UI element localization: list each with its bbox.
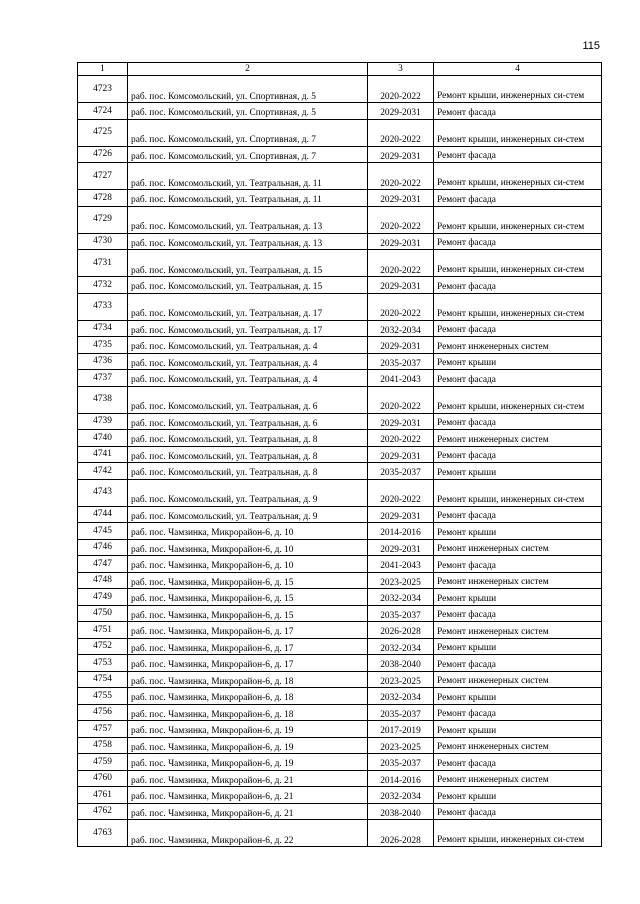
work-type-cell: Ремонт крыши <box>434 638 602 655</box>
work-type-cell: Ремонт крыши, инженерных си-стем <box>434 163 602 190</box>
address-cell: раб. пос. Комсомольский, ул. Театральная, д. 11 <box>128 190 368 207</box>
period-cell: 2023-2025 <box>368 737 434 754</box>
work-type-cell: Ремонт крыши <box>434 523 602 540</box>
work-type-cell: Ремонт фасада <box>434 233 602 250</box>
work-type-cell: Ремонт фасада <box>434 277 602 294</box>
address-cell: раб. пос. Комсомольский, ул. Театральная, д. 15 <box>128 250 368 277</box>
row-number-cell: 4743 <box>78 479 128 506</box>
table-row <box>78 320 602 337</box>
period-cell: 2020-2022 <box>368 386 434 413</box>
period-cell: 2035-2037 <box>368 463 434 480</box>
row-number-cell: 4757 <box>78 721 128 738</box>
table-row <box>78 446 602 463</box>
address-cell: раб. пос. Чамзинка, Микрорайон-6, д. 19 <box>128 721 368 738</box>
address-cell: раб. пос. Комсомольский, ул. Театральная, д. 9 <box>128 479 368 506</box>
period-cell: 2032-2034 <box>368 320 434 337</box>
address-cell: раб. пос. Чамзинка, Микрорайон-6, д. 15 <box>128 589 368 606</box>
row-number-cell: 4748 <box>78 572 128 589</box>
row-number-cell: 4747 <box>78 556 128 573</box>
table-row <box>78 293 602 320</box>
address-cell: раб. пос. Комсомольский, ул. Театральная, д. 4 <box>128 353 368 370</box>
row-number-cell: 4732 <box>78 277 128 294</box>
address-cell: раб. пос. Чамзинка, Микрорайон-6, д. 18 <box>128 704 368 721</box>
address-cell: раб. пос. Чамзинка, Микрорайон-6, д. 15 <box>128 572 368 589</box>
row-number-cell: 4751 <box>78 622 128 639</box>
row-number-cell: 4756 <box>78 704 128 721</box>
address-cell: раб. пос. Комсомольский, ул. Спортивная, д. 7 <box>128 146 368 163</box>
period-cell: 2032-2034 <box>368 638 434 655</box>
period-cell: 2020-2022 <box>368 119 434 146</box>
work-type-cell: Ремонт крыши, инженерных си-стем <box>434 206 602 233</box>
work-type-cell: Ремонт инженерных систем <box>434 770 602 787</box>
work-type-cell: Ремонт крыши, инженерных си-стем <box>434 76 602 103</box>
period-cell: 2029-2031 <box>368 506 434 523</box>
period-cell: 2035-2037 <box>368 353 434 370</box>
row-number-cell: 4734 <box>78 320 128 337</box>
row-number-cell: 4763 <box>78 820 128 847</box>
address-cell: раб. пос. Чамзинка, Микрорайон-6, д. 17 <box>128 622 368 639</box>
work-type-cell: Ремонт инженерных систем <box>434 337 602 354</box>
period-cell: 2029-2031 <box>368 277 434 294</box>
address-cell: раб. пос. Комсомольский, ул. Театральная, д. 8 <box>128 463 368 480</box>
work-type-cell: Ремонт фасада <box>434 103 602 120</box>
table-row <box>78 337 602 354</box>
address-cell: раб. пос. Чамзинка, Микрорайон-6, д. 17 <box>128 638 368 655</box>
work-type-cell: Ремонт крыши, инженерных си-стем <box>434 119 602 146</box>
address-cell: раб. пос. Комсомольский, ул. Театральная, д. 9 <box>128 506 368 523</box>
row-number-cell: 4762 <box>78 803 128 820</box>
period-cell: 2038-2040 <box>368 655 434 672</box>
row-number-cell: 4727 <box>78 163 128 190</box>
period-cell: 2038-2040 <box>368 803 434 820</box>
table-row <box>78 523 602 540</box>
address-cell: раб. пос. Чамзинка, Микрорайон-6, д. 19 <box>128 737 368 754</box>
row-number-cell: 4730 <box>78 233 128 250</box>
address-cell: раб. пос. Комсомольский, ул. Спортивная, д. 5 <box>128 76 368 103</box>
period-cell: 2026-2028 <box>368 820 434 847</box>
period-cell: 2035-2037 <box>368 754 434 771</box>
table-row <box>78 386 602 413</box>
address-cell: раб. пос. Комсомольский, ул. Спортивная, д. 7 <box>128 119 368 146</box>
work-type-cell: Ремонт инженерных систем <box>434 539 602 556</box>
period-cell: 2020-2022 <box>368 206 434 233</box>
table-row <box>78 754 602 771</box>
work-type-cell: Ремонт крыши <box>434 353 602 370</box>
row-number-cell: 4737 <box>78 370 128 387</box>
period-cell: 2029-2031 <box>368 233 434 250</box>
period-cell: 2041-2043 <box>368 556 434 573</box>
address-cell: раб. пос. Комсомольский, ул. Театральная, д. 6 <box>128 413 368 430</box>
column-header: 1 <box>78 63 128 76</box>
table-row <box>78 721 602 738</box>
row-number-cell: 4745 <box>78 523 128 540</box>
table-row <box>78 556 602 573</box>
address-cell: раб. пос. Чамзинка, Микрорайон-6, д. 18 <box>128 688 368 705</box>
table-row <box>78 103 602 120</box>
period-cell: 2020-2022 <box>368 163 434 190</box>
period-cell: 2020-2022 <box>368 250 434 277</box>
table-row <box>78 688 602 705</box>
row-number-cell: 4724 <box>78 103 128 120</box>
work-type-cell: Ремонт инженерных систем <box>434 737 602 754</box>
work-type-cell: Ремонт крыши <box>434 463 602 480</box>
work-type-cell: Ремонт фасада <box>434 146 602 163</box>
table-row <box>78 704 602 721</box>
header-row <box>78 63 602 76</box>
period-cell: 2029-2031 <box>368 446 434 463</box>
address-cell: раб. пос. Чамзинка, Микрорайон-6, д. 10 <box>128 539 368 556</box>
table-row <box>78 119 602 146</box>
table-row <box>78 589 602 606</box>
row-number-cell: 4750 <box>78 605 128 622</box>
table-row <box>78 770 602 787</box>
row-number-cell: 4753 <box>78 655 128 672</box>
row-number-cell: 4746 <box>78 539 128 556</box>
address-cell: раб. пос. Комсомольский, ул. Театральная, д. 4 <box>128 370 368 387</box>
row-number-cell: 4742 <box>78 463 128 480</box>
address-cell: раб. пос. Комсомольский, ул. Театральная, д. 15 <box>128 277 368 294</box>
row-number-cell: 4729 <box>78 206 128 233</box>
work-type-cell: Ремонт фасада <box>434 446 602 463</box>
row-number-cell: 4761 <box>78 787 128 804</box>
table-row <box>78 353 602 370</box>
address-cell: раб. пос. Комсомольский, ул. Театральная, д. 6 <box>128 386 368 413</box>
row-number-cell: 4759 <box>78 754 128 771</box>
table-row <box>78 539 602 556</box>
row-number-cell: 4758 <box>78 737 128 754</box>
table-row <box>78 463 602 480</box>
address-cell: раб. пос. Чамзинка, Микрорайон-6, д. 19 <box>128 754 368 771</box>
period-cell: 2023-2025 <box>368 572 434 589</box>
work-type-cell: Ремонт фасада <box>434 370 602 387</box>
period-cell: 2032-2034 <box>368 787 434 804</box>
table-row <box>78 190 602 207</box>
period-cell: 2020-2022 <box>368 76 434 103</box>
row-number-cell: 4728 <box>78 190 128 207</box>
table-row <box>78 605 602 622</box>
row-number-cell: 4723 <box>78 76 128 103</box>
address-cell: раб. пос. Комсомольский, ул. Театральная, д. 8 <box>128 430 368 447</box>
row-number-cell: 4755 <box>78 688 128 705</box>
row-number-cell: 4749 <box>78 589 128 606</box>
repair-schedule-table <box>77 62 602 847</box>
table-row <box>78 146 602 163</box>
period-cell: 2029-2031 <box>368 146 434 163</box>
period-cell: 2020-2022 <box>368 293 434 320</box>
work-type-cell: Ремонт крыши <box>434 721 602 738</box>
address-cell: раб. пос. Чамзинка, Микрорайон-6, д. 17 <box>128 655 368 672</box>
table-row <box>78 277 602 294</box>
row-number-cell: 4738 <box>78 386 128 413</box>
row-number-cell: 4752 <box>78 638 128 655</box>
work-type-cell: Ремонт фасада <box>434 413 602 430</box>
period-cell: 2029-2031 <box>368 337 434 354</box>
page-number: 115 <box>582 40 600 52</box>
period-cell: 2023-2025 <box>368 671 434 688</box>
work-type-cell: Ремонт инженерных систем <box>434 430 602 447</box>
period-cell: 2029-2031 <box>368 539 434 556</box>
period-cell: 2029-2031 <box>368 190 434 207</box>
row-number-cell: 4725 <box>78 119 128 146</box>
period-cell: 2020-2022 <box>368 479 434 506</box>
work-type-cell: Ремонт крыши <box>434 589 602 606</box>
period-cell: 2032-2034 <box>368 688 434 705</box>
table-row <box>78 820 602 847</box>
address-cell: раб. пос. Комсомольский, ул. Театральная, д. 4 <box>128 337 368 354</box>
table-row <box>78 163 602 190</box>
period-cell: 2020-2022 <box>368 430 434 447</box>
table-row <box>78 250 602 277</box>
row-number-cell: 4754 <box>78 671 128 688</box>
period-cell: 2029-2031 <box>368 413 434 430</box>
work-type-cell: Ремонт крыши <box>434 787 602 804</box>
address-cell: раб. пос. Комсомольский, ул. Театральная, д. 11 <box>128 163 368 190</box>
work-type-cell: Ремонт фасада <box>434 655 602 672</box>
work-type-cell: Ремонт фасада <box>434 605 602 622</box>
table-row <box>78 430 602 447</box>
column-header: 3 <box>368 63 434 76</box>
row-number-cell: 4731 <box>78 250 128 277</box>
address-cell: раб. пос. Комсомольский, ул. Театральная, д. 13 <box>128 233 368 250</box>
row-number-cell: 4733 <box>78 293 128 320</box>
address-cell: раб. пос. Чамзинка, Микрорайон-6, д. 22 <box>128 820 368 847</box>
work-type-cell: Ремонт крыши, инженерных си-стем <box>434 386 602 413</box>
table-row <box>78 671 602 688</box>
row-number-cell: 4739 <box>78 413 128 430</box>
row-number-cell: 4741 <box>78 446 128 463</box>
work-type-cell: Ремонт фасада <box>434 754 602 771</box>
table-row <box>78 413 602 430</box>
row-number-cell: 4744 <box>78 506 128 523</box>
table-row <box>78 370 602 387</box>
address-cell: раб. пос. Комсомольский, ул. Театральная, д. 13 <box>128 206 368 233</box>
work-type-cell: Ремонт фасада <box>434 506 602 523</box>
work-type-cell: Ремонт крыши <box>434 688 602 705</box>
row-number-cell: 4726 <box>78 146 128 163</box>
period-cell: 2035-2037 <box>368 605 434 622</box>
address-cell: раб. пос. Комсомольский, ул. Театральная, д. 17 <box>128 320 368 337</box>
table-row <box>78 655 602 672</box>
table-row <box>78 638 602 655</box>
work-type-cell: Ремонт фасада <box>434 803 602 820</box>
address-cell: раб. пос. Чамзинка, Микрорайон-6, д. 10 <box>128 523 368 540</box>
period-cell: 2014-2016 <box>368 770 434 787</box>
period-cell: 2026-2028 <box>368 622 434 639</box>
work-type-cell: Ремонт фасада <box>434 704 602 721</box>
table-row <box>78 506 602 523</box>
row-number-cell: 4736 <box>78 353 128 370</box>
work-type-cell: Ремонт фасада <box>434 190 602 207</box>
address-cell: раб. пос. Чамзинка, Микрорайон-6, д. 21 <box>128 803 368 820</box>
work-type-cell: Ремонт крыши, инженерных си-стем <box>434 293 602 320</box>
table-row <box>78 76 602 103</box>
table-row <box>78 803 602 820</box>
work-type-cell: Ремонт фасада <box>434 320 602 337</box>
address-cell: раб. пос. Чамзинка, Микрорайон-6, д. 18 <box>128 671 368 688</box>
table-row <box>78 572 602 589</box>
table-row <box>78 206 602 233</box>
column-header: 2 <box>128 63 368 76</box>
period-cell: 2014-2016 <box>368 523 434 540</box>
work-type-cell: Ремонт фасада <box>434 556 602 573</box>
work-type-cell: Ремонт инженерных систем <box>434 671 602 688</box>
address-cell: раб. пос. Чамзинка, Микрорайон-6, д. 10 <box>128 556 368 573</box>
work-type-cell: Ремонт инженерных систем <box>434 572 602 589</box>
work-type-cell: Ремонт крыши, инженерных си-стем <box>434 820 602 847</box>
column-header: 4 <box>434 63 602 76</box>
address-cell: раб. пос. Чамзинка, Микрорайон-6, д. 15 <box>128 605 368 622</box>
address-cell: раб. пос. Комсомольский, ул. Театральная, д. 8 <box>128 446 368 463</box>
period-cell: 2035-2037 <box>368 704 434 721</box>
work-type-cell: Ремонт крыши, инженерных си-стем <box>434 479 602 506</box>
table-row <box>78 479 602 506</box>
period-cell: 2017-2019 <box>368 721 434 738</box>
address-cell: раб. пос. Чамзинка, Микрорайон-6, д. 21 <box>128 787 368 804</box>
row-number-cell: 4740 <box>78 430 128 447</box>
table-row <box>78 622 602 639</box>
work-type-cell: Ремонт инженерных систем <box>434 622 602 639</box>
address-cell: раб. пос. Комсомольский, ул. Театральная, д. 17 <box>128 293 368 320</box>
period-cell: 2032-2034 <box>368 589 434 606</box>
table-row <box>78 787 602 804</box>
row-number-cell: 4735 <box>78 337 128 354</box>
table-row <box>78 737 602 754</box>
work-type-cell: Ремонт крыши, инженерных си-стем <box>434 250 602 277</box>
period-cell: 2041-2043 <box>368 370 434 387</box>
period-cell: 2029-2031 <box>368 103 434 120</box>
table-row <box>78 233 602 250</box>
row-number-cell: 4760 <box>78 770 128 787</box>
address-cell: раб. пос. Комсомольский, ул. Спортивная, д. 5 <box>128 103 368 120</box>
address-cell: раб. пос. Чамзинка, Микрорайон-6, д. 21 <box>128 770 368 787</box>
